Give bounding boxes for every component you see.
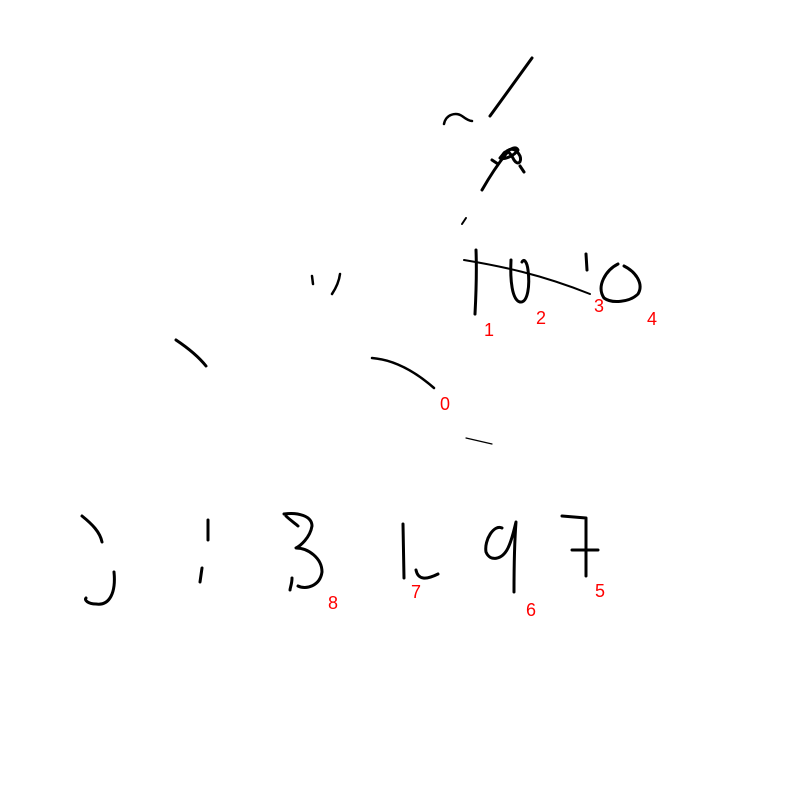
stroke-seven (562, 516, 598, 576)
stroke-zero-b (601, 264, 640, 301)
stroke-arc (372, 358, 434, 388)
stroke-scribble (482, 148, 524, 190)
label-0: 0 (440, 394, 451, 414)
label-8: 8 (328, 593, 339, 613)
stroke-tiny-tick (462, 218, 466, 224)
label-5: 5 (595, 581, 606, 601)
stroke-small-mark-1 (312, 276, 313, 284)
label-1: 1 (484, 320, 495, 340)
stroke-zero-a (511, 260, 529, 302)
stroke-one-a (475, 250, 476, 314)
stroke-labels (328, 296, 657, 620)
stroke-nine (486, 522, 516, 592)
stroke-one-b (586, 254, 587, 270)
handwritten-strokes (82, 58, 640, 604)
stroke-left-slash (176, 340, 206, 366)
label-3: 3 (594, 296, 605, 316)
stroke-small-mark-2 (332, 274, 340, 294)
stroke-bottom-hook (82, 516, 114, 604)
label-4: 4 (647, 309, 658, 329)
stroke-faint-line (466, 438, 492, 444)
stroke-small-hook (444, 114, 472, 124)
label-6: 6 (526, 600, 537, 620)
label-7: 7 (411, 582, 422, 602)
label-2: 2 (536, 308, 547, 328)
stroke-bottom-one (200, 520, 208, 582)
stroke-diagonal-line (490, 58, 532, 116)
stroke-three (284, 514, 322, 591)
stroke-seven-like-one (403, 524, 438, 578)
